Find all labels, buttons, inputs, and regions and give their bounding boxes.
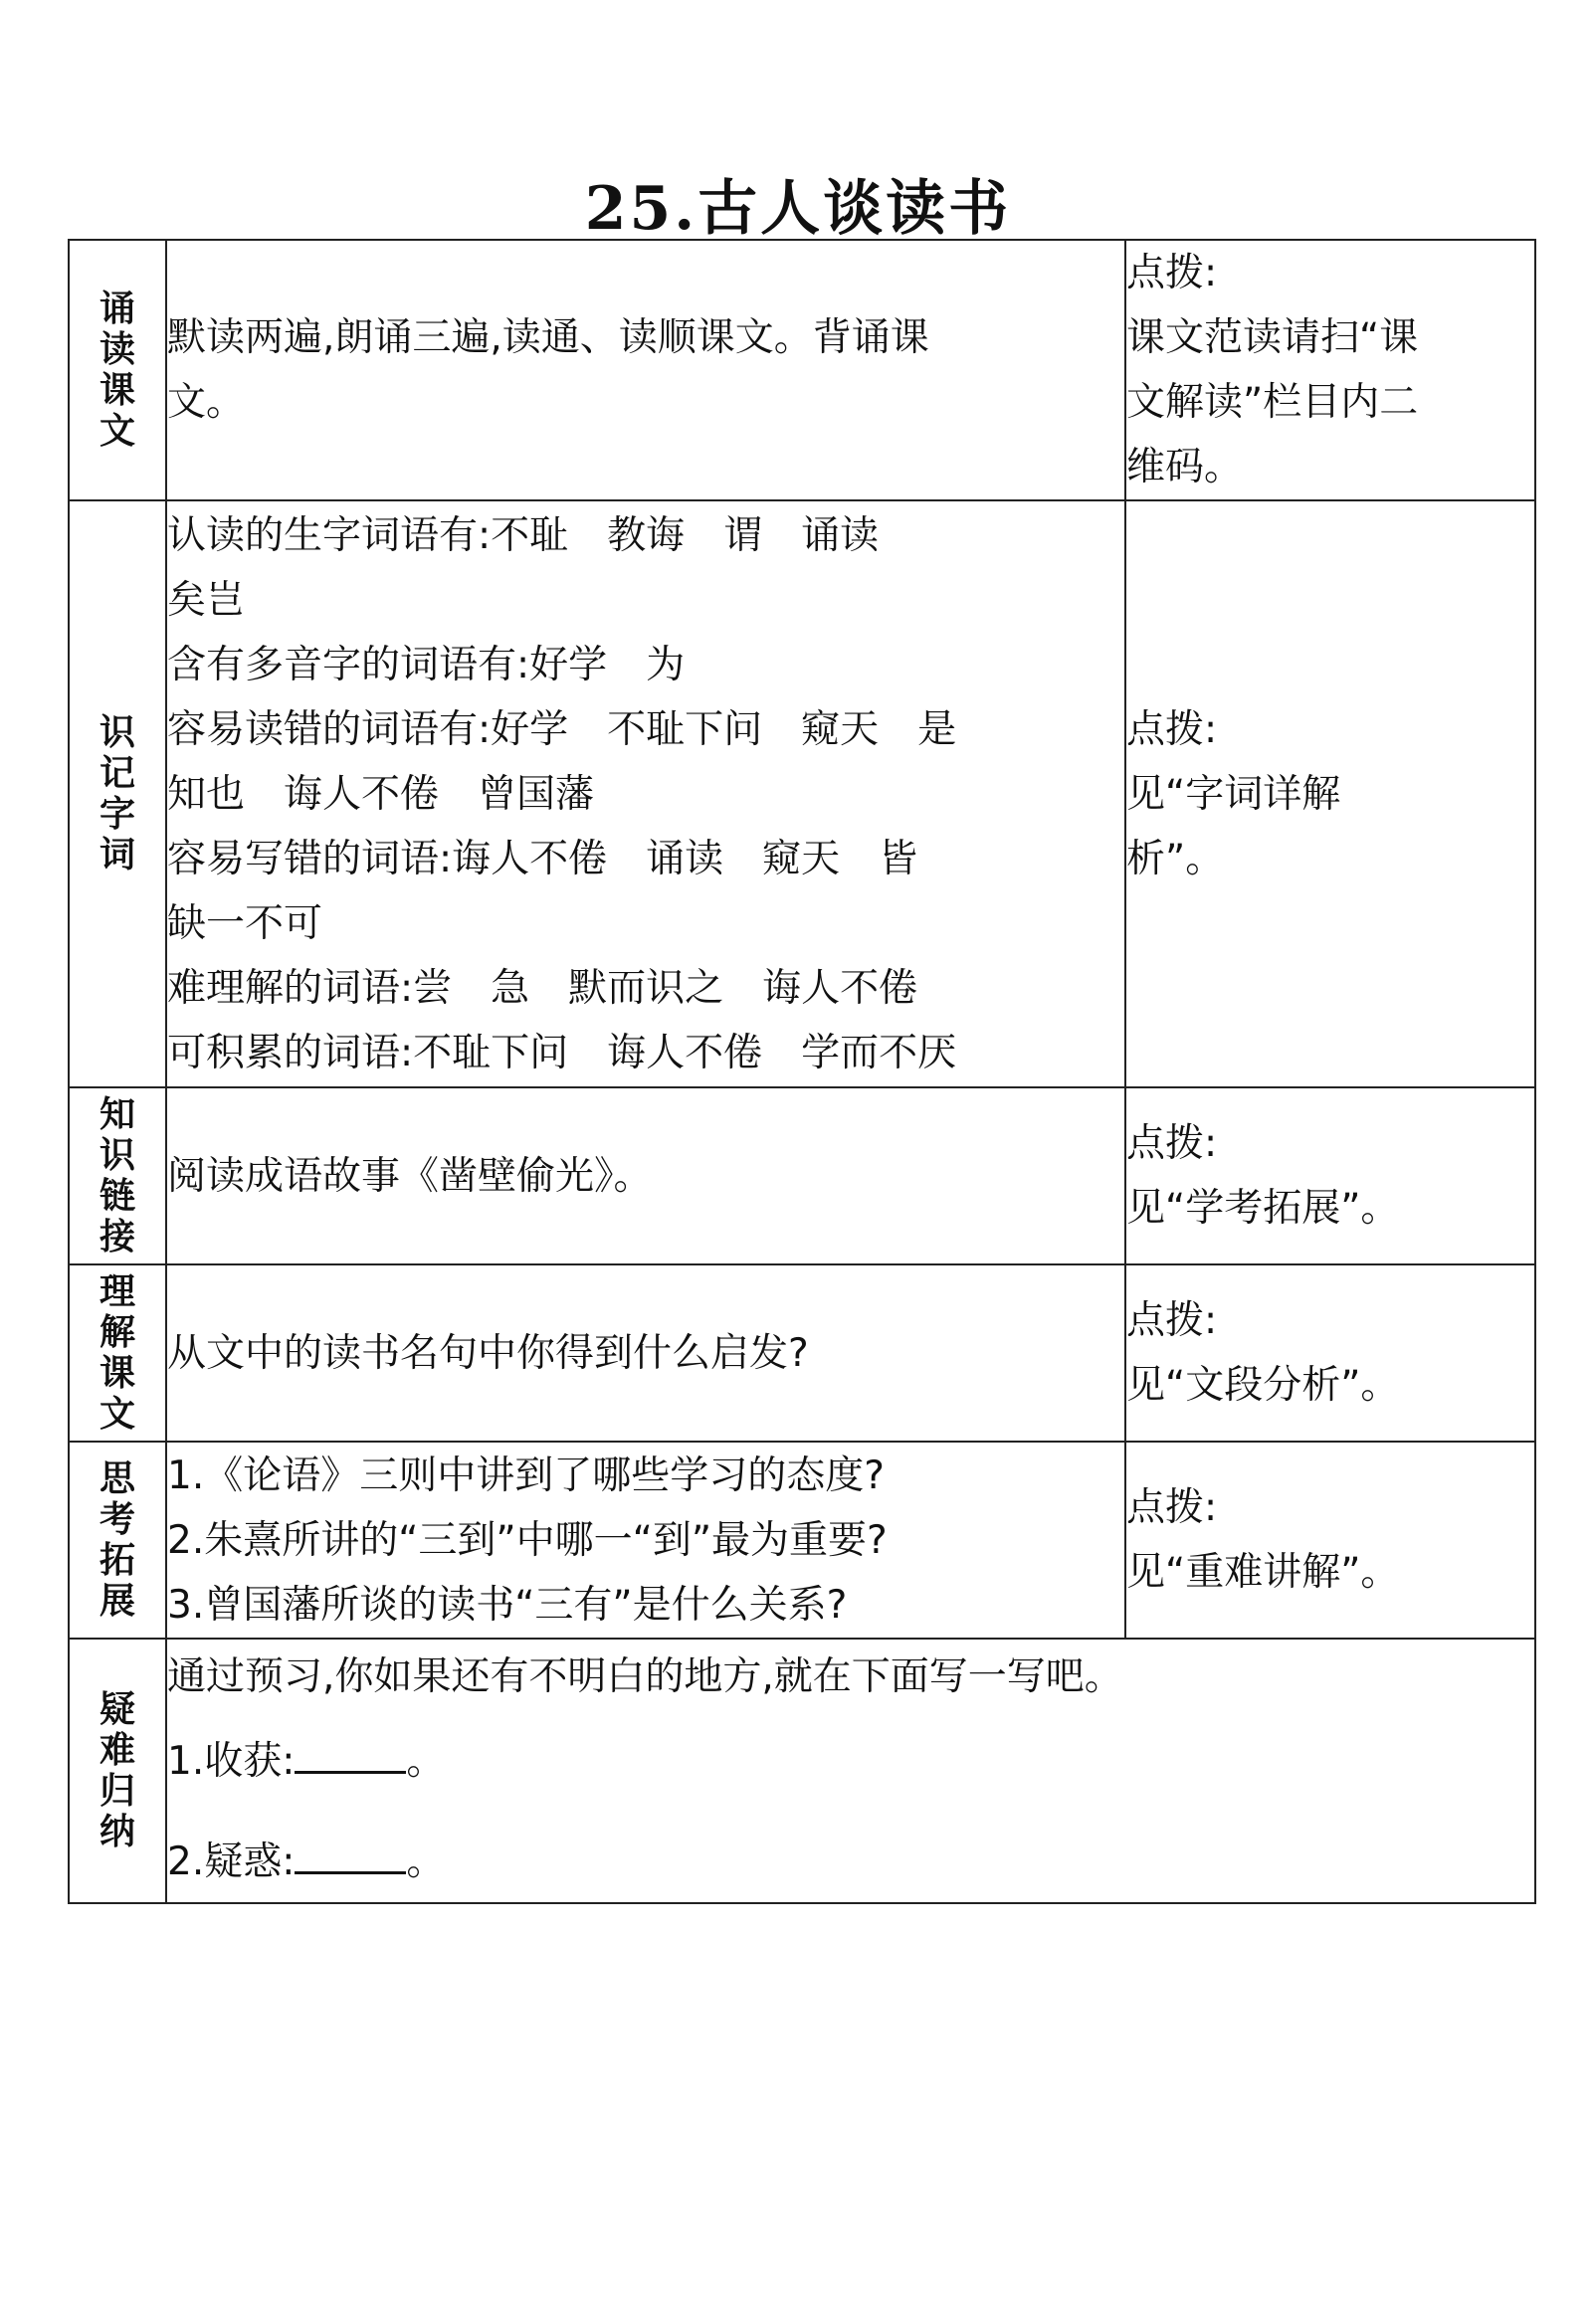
row-label: 思考拓展 [99, 1458, 135, 1622]
hint-cell [1125, 1442, 1535, 1639]
content-line: 认读的生字词语有:不耻 教诲 谓 诵读 [167, 512, 880, 558]
row-label-cell [69, 240, 166, 500]
row-content-cell [166, 1639, 1535, 1903]
content-line: 文。 [167, 380, 246, 425]
hint-line: 维码。 [1126, 445, 1244, 489]
table-row [69, 1087, 1535, 1264]
hint-line: 课文范读请扫“课 [1126, 315, 1419, 360]
content-line: 默读两遍,朗诵三遍,读通、读顺课文。背诵课 [167, 315, 929, 360]
row-label: 疑难归纳 [99, 1689, 135, 1852]
hint-line: 点拨: [1126, 706, 1218, 752]
hint-line: 见“学考拓展”。 [1126, 1186, 1400, 1231]
row-content-cell [166, 1442, 1125, 1639]
doubt-line [167, 1830, 1534, 1894]
hint-line: 见“文段分析”。 [1126, 1363, 1400, 1408]
hint-cell [1125, 1264, 1535, 1442]
row-label-cell [69, 500, 166, 1087]
hint-cell [1125, 240, 1535, 500]
end-mark: 。 [406, 1840, 446, 1884]
hint-line: 点拨: [1126, 1298, 1218, 1343]
doubt-blank[interactable] [295, 1830, 406, 1874]
row-label: 理解课文 [99, 1271, 135, 1435]
row-label-cell [69, 1442, 166, 1639]
row-content-cell [166, 500, 1125, 1087]
hint-cell [1125, 500, 1535, 1087]
row-content-cell [166, 1087, 1125, 1264]
table-row [69, 1264, 1535, 1442]
row-label: 知识链接 [99, 1094, 135, 1258]
content-line: 缺一不可 [167, 900, 323, 946]
table-row [69, 500, 1535, 1087]
row-label-cell [69, 1639, 166, 1903]
hint-line: 点拨: [1126, 1121, 1218, 1166]
hint-line: 见“字词详解 [1126, 771, 1341, 817]
gain-label: 1.收获: [167, 1739, 296, 1784]
row-label: 诵读课文 [99, 289, 135, 452]
hint-line: 点拨: [1126, 251, 1218, 295]
hint-line: 析”。 [1126, 836, 1225, 881]
row-label: 识记字词 [99, 712, 135, 875]
content-line: 容易读错的词语有:好学 不耻下问 窥天 是 [167, 706, 957, 752]
preview-table [68, 239, 1536, 1904]
row-label-cell [69, 1087, 166, 1264]
end-mark: 。 [406, 1739, 446, 1784]
content-line: 从文中的读书名句中你得到什么启发? [167, 1330, 809, 1376]
content-line: 1.《论语》三则中讲到了哪些学习的态度? [167, 1452, 885, 1498]
hint-line: 点拨: [1126, 1485, 1218, 1530]
gain-blank[interactable] [295, 1729, 406, 1774]
hint-cell [1125, 1087, 1535, 1264]
table-row [69, 240, 1535, 500]
row-content-cell [166, 240, 1125, 500]
hint-line: 文解读”栏目内二 [1126, 380, 1419, 425]
page-title: 25.古人谈读书 [584, 174, 1012, 244]
gain-line [167, 1729, 1534, 1794]
content-line: 3.曾国藩所谈的读书“三有”是什么关系? [167, 1582, 848, 1628]
content-line: 难理解的词语:尝 急 默而识之 诲人不倦 [167, 965, 918, 1011]
hint-line: 见“重难讲解”。 [1126, 1550, 1400, 1595]
content-line: 阅读成语故事《凿壁偷光》。 [167, 1153, 653, 1199]
content-line: 可积累的词语:不耻下问 诲人不倦 学而不厌 [167, 1030, 957, 1075]
content-line: 2.朱熹所讲的“三到”中哪一“到”最为重要? [167, 1517, 888, 1563]
doubt-label: 2.疑惑: [167, 1840, 296, 1884]
content-line: 矣岂 [167, 577, 246, 623]
table-row [69, 1639, 1535, 1903]
row-label-cell [69, 1264, 166, 1442]
row-content-cell [166, 1264, 1125, 1442]
content-line: 含有多音字的词语有:好学 为 [167, 642, 686, 687]
table-row [69, 1442, 1535, 1639]
content-line: 知也 诲人不倦 曾国藩 [167, 771, 595, 817]
content-line: 通过预习,你如果还有不明白的地方,就在下面写一写吧。 [167, 1654, 1123, 1699]
content-line: 容易写错的词语:诲人不倦 诵读 窥天 皆 [167, 836, 918, 881]
